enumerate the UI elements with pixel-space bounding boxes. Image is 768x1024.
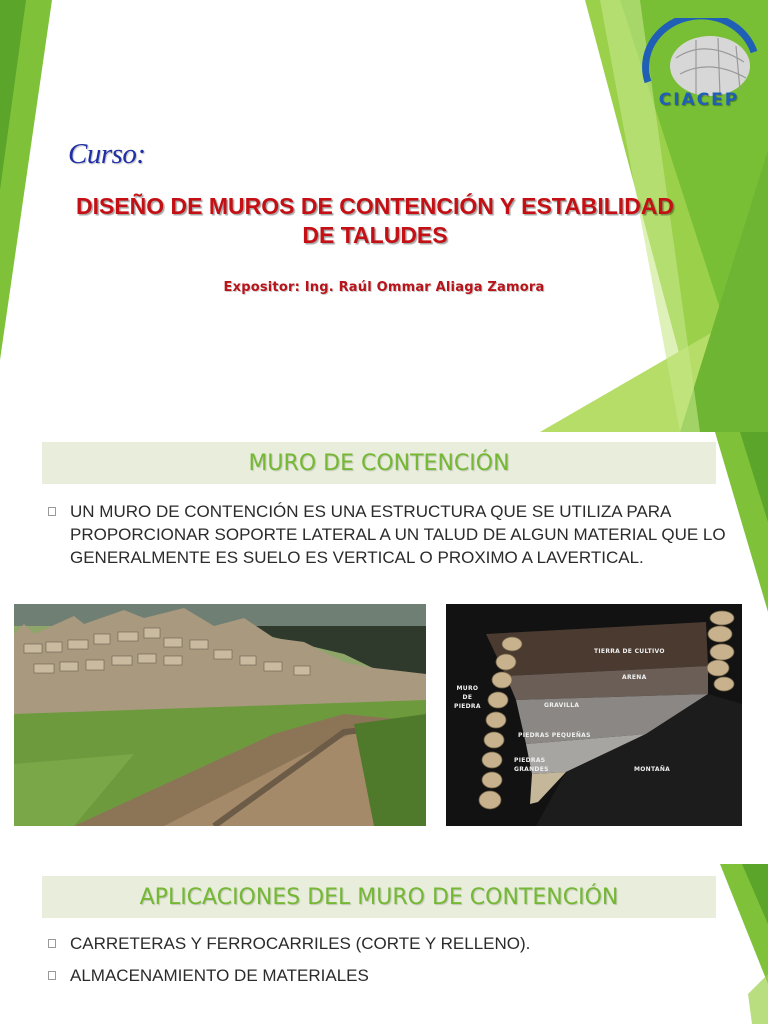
course-label: Curso:	[68, 138, 146, 170]
section-title: APLICACIONES DEL MURO DE CONTENCIÓN	[139, 884, 619, 910]
section-title: MURO DE CONTENCIÓN	[248, 450, 510, 476]
cross-section-diagram	[446, 604, 742, 826]
label-gravilla: GRAVILLA	[544, 702, 580, 709]
section-bar	[42, 442, 716, 484]
bullet-icon	[48, 939, 56, 948]
expositor-text: Expositor: Ing. Raúl Ommar Aliaga Zamora	[223, 280, 545, 295]
course-title	[30, 192, 720, 250]
bullet-text: CARRETERAS Y FERROCARRILES (CORTE Y RELLENO).	[70, 934, 531, 953]
slide-aplicaciones	[0, 864, 768, 1024]
bullet-text: UN MURO DE CONTENCIÓN ES UNA ESTRUCTURA QUE SE UTILIZA PARA PROPORCIONAR SOPORTE LATERAL A UN TALUD DE ALGUN MATERIAL QUE LO GENERALMENTE ES SUELO ES VERTICAL O PROXIMO A LAVERTICAL.	[70, 502, 726, 567]
slide-title	[0, 0, 768, 432]
logo-text: CIACEP	[658, 90, 740, 110]
bullet-icon	[48, 971, 56, 980]
bullet-list	[48, 932, 728, 987]
bullet-item	[48, 964, 728, 987]
bullet-text: ALMACENAMIENTO DE MATERIALES	[70, 966, 369, 985]
label-montana: MONTAÑA	[634, 766, 671, 773]
label-piedras-pequenas: PIEDRAS PEQUEÑAS	[518, 732, 591, 739]
label-arena: ARENA	[622, 674, 647, 681]
bullet-list	[48, 500, 728, 569]
ciacep-logo	[636, 18, 762, 110]
label-muro: MURO DE PIEDRA	[454, 685, 481, 710]
course-title-line2: DE TALUDES	[302, 222, 448, 248]
bullet-item	[48, 932, 728, 955]
course-title-line1: DISEÑO DE MUROS DE CONTENCIÓN Y ESTABILIDAD	[75, 193, 675, 219]
section-bar	[42, 876, 716, 918]
label-piedras-grandes: PIEDRAS GRANDES	[514, 757, 549, 773]
bullet-icon	[48, 507, 56, 516]
stone-wall-photo	[14, 604, 426, 826]
label-tierra: TIERRA DE CULTIVO	[594, 648, 665, 655]
bullet-item	[48, 500, 728, 569]
slide-muro	[0, 432, 768, 864]
